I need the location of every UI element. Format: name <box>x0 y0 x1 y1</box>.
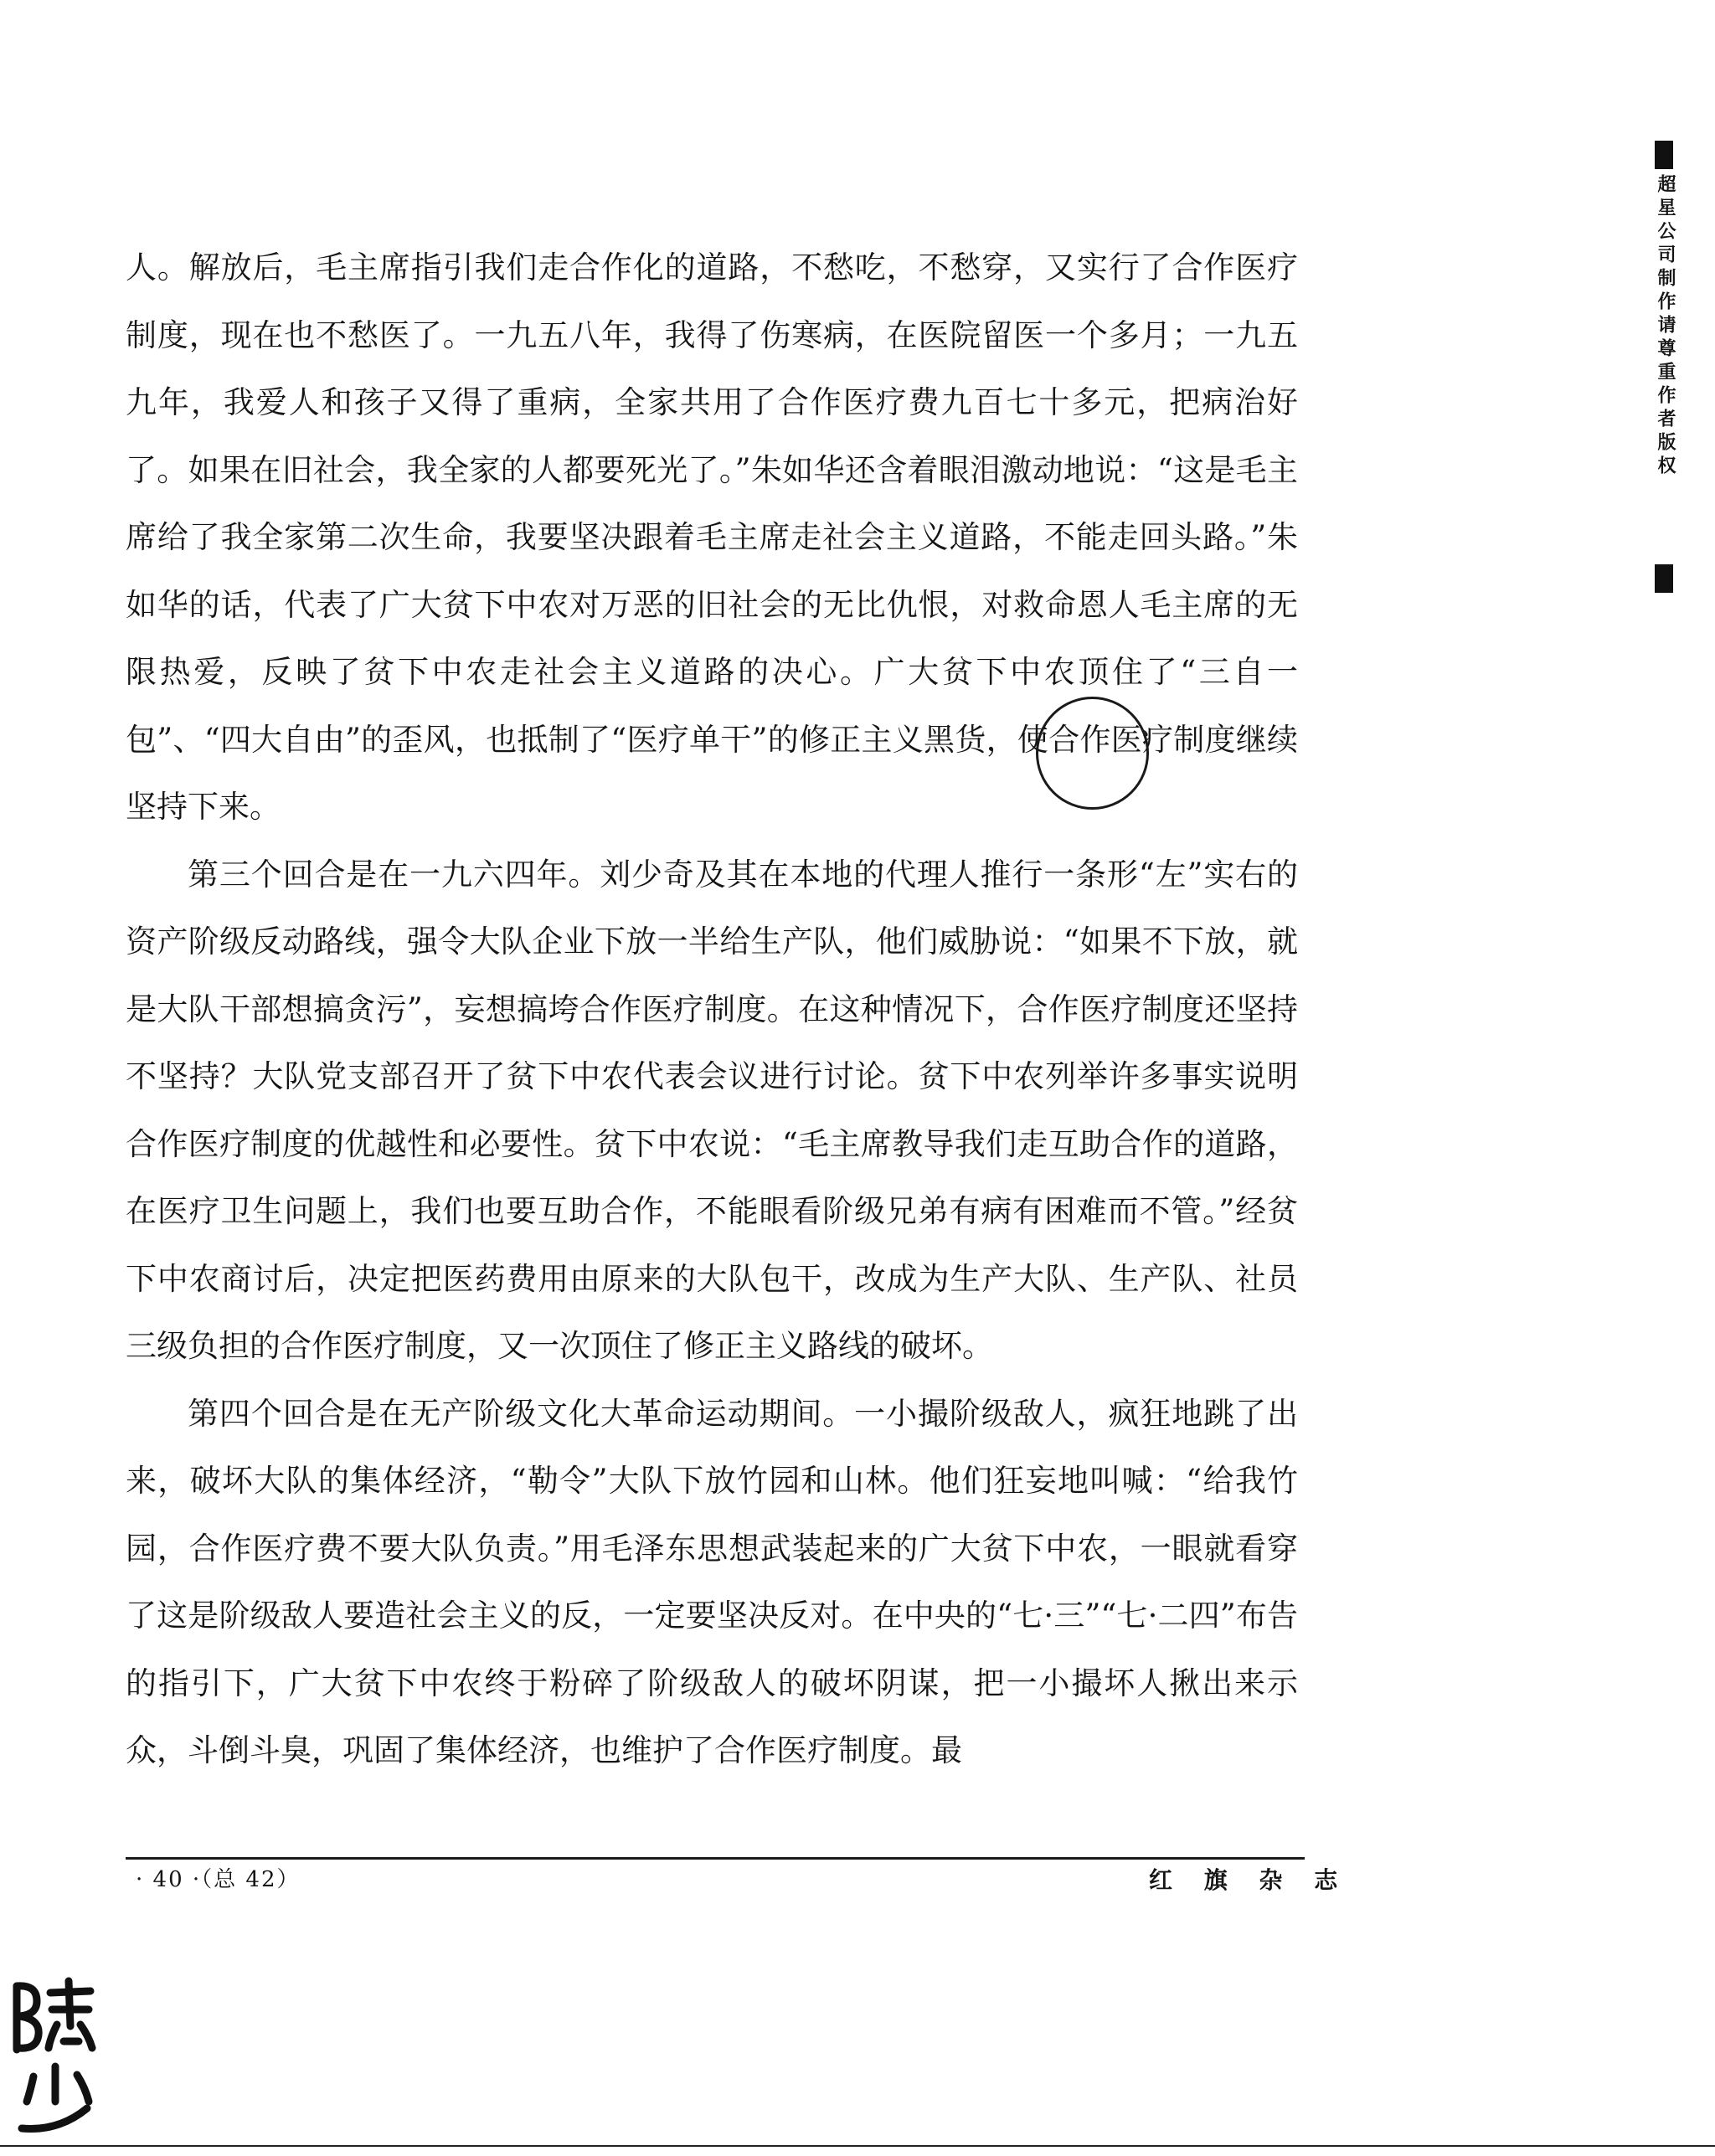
article-body <box>126 234 1298 1785</box>
scan-bottom-edge <box>0 2145 1715 2147</box>
paragraph-2: 第三个回合是在一九六四年。刘少奇及其在本地的代理人推行一条形“左”实右的资产阶级反动路线，强令大队企业下放一半给生产队，他们威胁说：“如果不下放，就是大队干部想搞贪污”，妄想搞垮合作医疗制度。在这种情况下，合作医疗制度还坚持不坚持？大队党支部召开了贫下中农代表会议进行讨论。贫下中农列举许多事实说明合作医疗制度的优越性和必要性。贫下中农说：“毛主席教导我们走互助合作的道路，在医疗卫生问题上，我们也要互助合作，不能眼看阶级兄弟有病有困难而不管。”经贫下中农商讨后，决定把医药费用由原来的大队包干，改成为生产大队、生产队、社员三级负担的合作医疗制度，又一次顶住了修正主义路线的破坏。 <box>126 856 1298 1364</box>
seal-stamp-icon <box>8 1976 106 2135</box>
paragraph-3: 第四个回合是在无产阶级文化大革命运动期间。一小撮阶级敌人，疯狂地跳了出来，破坏大队的集体经济，“勒令”大队下放竹园和山林。他们狂妄地叫喊：“给我竹园，合作医疗费不要大队负责。”用毛泽东思想武装起来的广大贫下中农，一眼就看穿了这是阶级敌人要造社会主义的反，一定要坚决反对。在中央的“七·三”“七·二四”布告的指引下，广大贫下中农终于粉碎了阶级敌人的破坏阴谋，把一小撮坏人揪出来示众，斗倒斗臭，巩固了集体经济，也维护了合作医疗制度。最 <box>126 1395 1298 1768</box>
strip-bottom-bar <box>1655 564 1673 593</box>
copyright-side-strip <box>1650 141 1683 593</box>
copyright-notice: 超星公司制作请尊重作者版权 <box>1655 174 1676 479</box>
footer-divider <box>126 1857 1305 1860</box>
page-number: · 40 ·（总 42） <box>136 1867 301 1892</box>
hand-drawn-circle-mark <box>1036 697 1149 810</box>
strip-top-bar <box>1655 141 1673 169</box>
journal-name: 红 旗 杂 志 <box>1149 1866 1350 1894</box>
paragraph-1: 人。解放后，毛主席指引我们走合作化的道路，不愁吃，不愁穿，又实行了合作医疗制度，现在也不愁医了。一九五八年，我得了伤寒病，在医院留医一个多月；一九五九年，我爱人和孩子又得了重病，全家共用了合作医疗费九百七十多元，把病治好了。如果在旧社会，我全家的人都要死光了。”朱如华还含着眼泪激动地说：“这是毛主席给了我全家第二次生命，我要坚决跟着毛主席走社会主义道路，不能走回头路。”朱如华的话，代表了广大贫下中农对万恶的旧社会的无比仇恨，对救命恩人毛主席的无限热爱，反映了贫下中农走社会主义道路的决心。广大贫下中农顶住了“三自一包”、“四大自由”的歪风，也抵制了“医疗单干”的修正主义黑货，使合作医疗制度继续坚持下来。 <box>126 250 1298 825</box>
